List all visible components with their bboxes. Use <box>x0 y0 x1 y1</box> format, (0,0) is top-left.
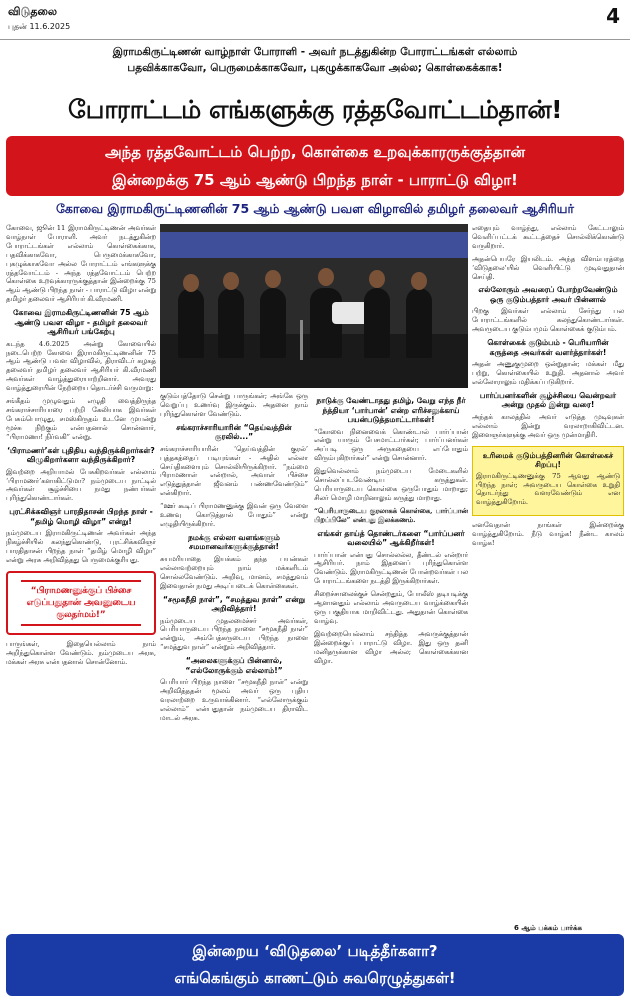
red-banner-line-1: அந்த ரத்தவோட்டம் பெற்ற, கொள்கை உறவுக்காரருக்குத்தான் <box>104 143 526 161</box>
pull-quote-box <box>6 571 156 635</box>
article-column-middle-a <box>160 392 308 924</box>
article-column-right <box>472 224 624 924</box>
masthead <box>0 0 630 40</box>
section-heading: “சமூகநீதி நாள்”, “சமத்துவ நாள்” என்று அறிவித்தார்! <box>162 594 306 613</box>
photo-person <box>364 288 390 358</box>
photo-person-head <box>183 274 199 292</box>
highlight-box <box>472 446 624 517</box>
red-banner-line-2: இன்றைக்கு 75 ஆம் ஆண்டு பிறந்த நாள் - பாராட்டு விழா! <box>112 171 518 189</box>
red-banner <box>6 136 624 196</box>
paragraph: சிறைச்சாலைக்குச் சென்றதும், போலீஸ் தடியடிக்கு ஆளானதும் எல்லாம் அவருடைய வாழ்க்கையின் ஒரு பகுதியாக மாறிவிட்டது. அதுதான் கொள்கை வாழ்வு. <box>314 590 468 625</box>
page-number: 4 <box>606 4 620 28</box>
photo-person <box>260 288 286 358</box>
event-photo <box>160 224 468 388</box>
section-heading: எல்லோரும் அவரைப் போற்றவேண்டும் ஒரு குடும்பத்தார் அவர் பின்னால் <box>478 285 618 304</box>
paragraph: பார்ப்பான் என்பது சொல்லல்ல, தீண்டல் என்றார் ஆசிரியர். நாம் இதனைப் புரிந்துகொள்ள வேண்டும். இராமகிருட்டிணன் போன்றவர்கள் பல போராட்டங்களை நடத்தி இருக்கிறார்கள். <box>314 550 468 586</box>
photo-person <box>406 288 432 358</box>
section-heading: “அலைகளுக்குப் பின்னால், “எல்லோருக்கும் எல்லாம்!” <box>185 656 283 675</box>
paper-date: புதன் 11.6.2025 <box>8 22 71 31</box>
paragraph: எனவேதான் நாங்கள் இன்றைக்கு வாழ்த்துகிறோம். நீடு வாழ்க! நீண்ட காலம் வாழ்க! <box>472 521 624 548</box>
paragraph: குடும்பத்தோடு சென்று பாருங்கள்; அங்கே ஒரு வெறுப்பு உணர்வு இருக்கும். அதனை நாம் புரிந்துகொள்ள வேண்டும். <box>160 392 308 418</box>
photo-person <box>218 288 244 358</box>
paragraph: அதன்பெயரே இயலிடம். அந்த விளம்பரத்தை ‘விடுதலை’யில் வெளியிட்டு முடிவதுதான் செய்தி. <box>472 254 624 281</box>
subhead: கோவை இராமகிருட்டிணனின் 75 ஆம் ஆண்டு பவள விழாவில் தமிழர் தலைவர் ஆசிரியர் <box>55 201 575 216</box>
paragraph: சுயமரியாதை இயக்கம் தந்த பயன்கள் எல்லாவற்றையும் நாம் மக்களிடம் சொல்லவேண்டும். அறிவு, மானம், சமத்துவம் இவைதான் நமது அடிப்படைக் கொள்கைகள். <box>160 554 308 590</box>
paragraph: நம்முடைய இராமகிருட்டிணன் அவர்கள் அந்த நிகழ்ச்சியில் கலந்துகொண்டு, புரட்சிக்கவிஞர் பாரதிதாசன் பிறந்த நாள் “தமிழ் மொழி விழா” என்று அரசு அறிவித்தது பெருமைக்குரியது. <box>6 529 156 564</box>
photo-person-head <box>318 268 334 286</box>
paragraph: சங்கீதம் முழுவதும் எழுதி வைத்திருந்த சங்கராச்சாரியாரை பற்றி கேலியாக இவர்கள் பேசும்பொழுது, சமஸ்கிருதம் உடனே முயன்று மூச்சு நிற்கும் என்பதனால் சொன்னார், “பிராமணா! நிர்வகி” என்று. <box>6 397 156 441</box>
section-heading: புரட்சிக்கவிஞர் பாரதிதாசன் பிறந்த நாள் - “தமிழ் மொழி விழா” என்று! <box>9 507 153 526</box>
paragraph: இவற்றையெல்லாம் சந்தித்த அவருக்குத்தான் இன்றைக்குப் பாராட்டு விழா. இது ஒரு தனி மனிதருக்கான விழா அல்ல; கொள்கைக்கான விழா. <box>314 629 468 665</box>
paragraph: கடந்த 4.6.2025 அன்று கோவையில் நடைபெற்ற கோவை இராமகிருட்டிணனின் 75 ஆம் ஆண்டு பவள விழாவில், திராவிடர் கழகத் தலைவர் தமிழர் தலைவர் ஆசிரியர் கி.வீரமணி அவர்கள் வாழ்த்துரையாற்றினார். அவரது வாழ்த்துரையின் நேற்றைய தொடர்ச்சி வருமாறு: <box>6 339 156 393</box>
footer-line-1: இன்றைய ‘விடுதலை’ படித்தீர்களா? <box>192 942 438 960</box>
paragraph: பாருங்கள், இதையெல்லாம் நாம் அறிந்துகொள்ள வேண்டும். நம்முடைய அரசு, மக்கள் அரசு என்பதனால் சொன்னோம். <box>6 639 156 666</box>
paragraph: இவற்றை அறியாமல் பேசுகிறவர்கள் எல்லாம் ‘பிராமணர்’களாகிட்டுமா? நம்முடைய நாட்டில் அவர்கள் சூழ்ச்சியை நமது நண்பர்கள் புரிந்துகொண்டார்கள். <box>6 467 156 503</box>
paragraph: அதன் அணுகுமுறை ஒன்றுதான்; மக்கள் மீது பற்று, கொள்கையில் உறுதி. அதனால் அவர் எல்லோராலும் மதிக்கப்படுகிறார். <box>472 360 624 386</box>
main-headline: போராட்டம் எங்களுக்கு ரத்தவோட்டம்தான்! <box>67 95 563 124</box>
paragraph: “கோவை நினைவைக் கொண்டால் பார்ப்பான் என்று யாரும் பேசமாட்டார்கள்; பார்ப்பனர்கள் அப்படி ஒரு அருகதையை எப்போதும் விரும்புகிறார்கள்” என்று சொன்னார். <box>314 427 468 463</box>
kicker-line-2: பதவிக்காகவோ, பெருமைக்காகவோ, புகழுக்காகவோ அல்ல; கொள்கைக்காக! <box>127 62 503 74</box>
article-column-left <box>6 224 156 856</box>
photo-backdrop-banner <box>160 232 468 258</box>
paragraph: பெரியார் பிறந்த நாளை “சமூகநீதி நாள்” என்று அறிவித்ததன் மூலம் அவர் ஒரு புதிய வரலாற்றை உருவாக்கினார். “எல்லோருக்கும் எல்லாம்” என்பதுதான் நம்முடைய திராவிட மாடல் அரசு. <box>160 678 308 722</box>
paragraph: பிறகு இவர்கள் எல்லாம் சேர்ந்து பல போராட்டங்களில் கலந்துகொண்டார்கள். அவருடைய குடும்பமும் கொள்கைக் குடும்பம். <box>472 307 624 334</box>
paragraph: சங்கராச்சாரியாரின் ‘தெய்வத்தின் குரல்’ புத்தகத்தைப் படியுங்கள் - அதில் எல்லா செய்திகளையும் சொல்லியிருக்கிறார். “நம்மை பிராமணாள் என்றால், அவாள் பிச்சை எடுத்துத்தான் ஜீவனம் பண்ணவேண்டும்” என்கிறார். <box>160 444 308 498</box>
section-heading: ‘பிராமணர்’கள் புதிதிய வந்திருக்கிறார்கள்? விழுகிறார்களா வந்திருக்கிறார்? <box>7 445 155 465</box>
article-column-middle-b <box>314 392 468 924</box>
kicker <box>6 44 624 76</box>
footer-banner <box>6 934 624 996</box>
photo-person-head <box>369 270 385 288</box>
paper-name: விடுதலை <box>8 5 58 18</box>
pull-quote: “பிராமணனுக்குப் பிச்சை எடுப்பதுதான் அவனுடைய குலதர்மம்!” <box>26 585 136 620</box>
section-heading: நமக்கு எல்லா வளங்களும் சமமானவர்களுக்குத்தான்! <box>188 532 280 552</box>
paragraph: நம்முடைய முதலமைச்சர் அவர்கள், பெரியாருடைய பிறந்த நாளை “சமூகநீதி நாள்” என்றும், அம்பேத்கருடைய பிறந்த நாளை “சமத்துவ நாள்” என்றும் அறிவித்தார். <box>160 616 308 652</box>
photo-person-head <box>265 270 281 288</box>
quote-rule <box>21 624 141 626</box>
paragraph: எதையும் வாழ்ந்து, எல்லாம் கேட்டாலும் வெளிப்பட்டக் கூட்டத்தைச் சொல்லிக்கொண்டு வருகிறார். <box>472 224 624 250</box>
continued-on-page: 6 ஆம் பக்கம் பார்க்க <box>514 924 582 932</box>
highlight-text: இராமகிருட்டிணனுக்கு 75 ஆவது ஆண்டு பிறந்த நாள்; அவருடைய கொள்கை உறுதி தொடர்ந்து வளரவேண்டும் என வாழ்த்துகிறோம். <box>476 471 620 507</box>
quote-rule <box>21 580 141 582</box>
section-heading: கோவை இராமகிருட்டிணனின் 75 ஆம் ஆண்டு பவள விழா - தமிழர் தலைவர் ஆசிரியர் பங்கேற்பு <box>13 308 149 337</box>
highlight-heading: உரிமைக் குடும்பத்தினரின் கொள்கைச் சிறப்பு! <box>482 450 614 470</box>
section-heading: சங்கராச்சாரியாரின் “தெய்வத்தின் குரலில்...” <box>176 422 292 442</box>
photo-person-head <box>223 272 239 290</box>
section-heading: எங்கள் தாய்த் தொண்டர்களை “பார்ப்பனர் வலையில்” ஆக்கிறீர்கள்! <box>317 528 465 548</box>
inline-quote: “பெரியாருடைய குரலாகக் கொள்கை, பார்ப்பான் பிறப்பிலே” என்பது இலக்கணம். <box>314 506 468 524</box>
section-heading: கொள்கைக் குடும்பம் - பெரியாரின் கருத்தை அவர்கள் வளர்த்தார்கள்! <box>487 338 609 357</box>
photo-person <box>178 288 204 358</box>
paragraph: “ஊர் கூடிப் பிராமணனுக்கு இவன் ஒரு வேளை உணவு கொடுத்தால் போதும்” என்று எழுதியிருக்கிறார். <box>160 502 308 528</box>
section-heading: பார்ப்பனர்களின் சூழ்ச்சியை வென்றவர் அன்று முதல் இன்று வரை! <box>479 390 617 410</box>
paragraph: கோவை, ஜூன் 11 இராமகிருட்டிணன் அவர்கள் வாழ்நாள் போராளி. அவர் நடத்துகின்ற போராட்டங்கள் எல்லாம் கொள்கைக்காக, பதவிக்காகவோ, பெருமைக்காகவோ, புகழுக்காகவோ அல்ல போராட்டம் எங்களுக்கு ரத்தவோட்டம் - அந்த ரத்தவோட்டம் பெற்ற கொள்கை உறவுக்காரருக்குத்தான் இன்றைக்கு 75 ஆம் ஆண்டு பிறந்த நாள் - பாராட்டு விழா என்று தமிழர் தலைவர் ஆசிரியர் கி.வீரமணி. <box>6 224 156 304</box>
kicker-line-1: இராமகிருட்டிணன் வாழ்நாள் போராளி - அவர் நடத்துகின்ற போராட்டங்கள் எல்லாம் <box>112 46 518 58</box>
photo-person-head <box>411 272 427 290</box>
footer-line-2: எங்கெங்கும் காணட்டும் சுவரெழுத்துகள்! <box>174 969 456 987</box>
paragraph: அந்தக் காலத்தில் அவர் எடுத்த முடிவுகள் எல்லாம் இன்று வரலாறாகிவிட்டன. இளைஞர்களுக்கு அவர் ஒரு முன்மாதிரி. <box>472 412 624 439</box>
paragraph: இதுவெல்லாம் நம்முடைய மேடைகளில் சொல்லப்படவேண்டிய கருத்துகள். பெரியாருடைய கொள்கை ஒருபோதும் மாறாது; சிலர் மொழி மாறினாலும் கருத்து மாறாது. <box>314 467 468 502</box>
section-heading: நாடுக்கு வேண்டாதது தமிழ், வேறு எந்த நீர் ந்த்தியா ‘பார்பான்’ என்ற எரிச்சலுக்காய் பயன்படுத்தமாட்டார்கள்! <box>316 396 466 424</box>
photo-microphone <box>300 320 303 360</box>
